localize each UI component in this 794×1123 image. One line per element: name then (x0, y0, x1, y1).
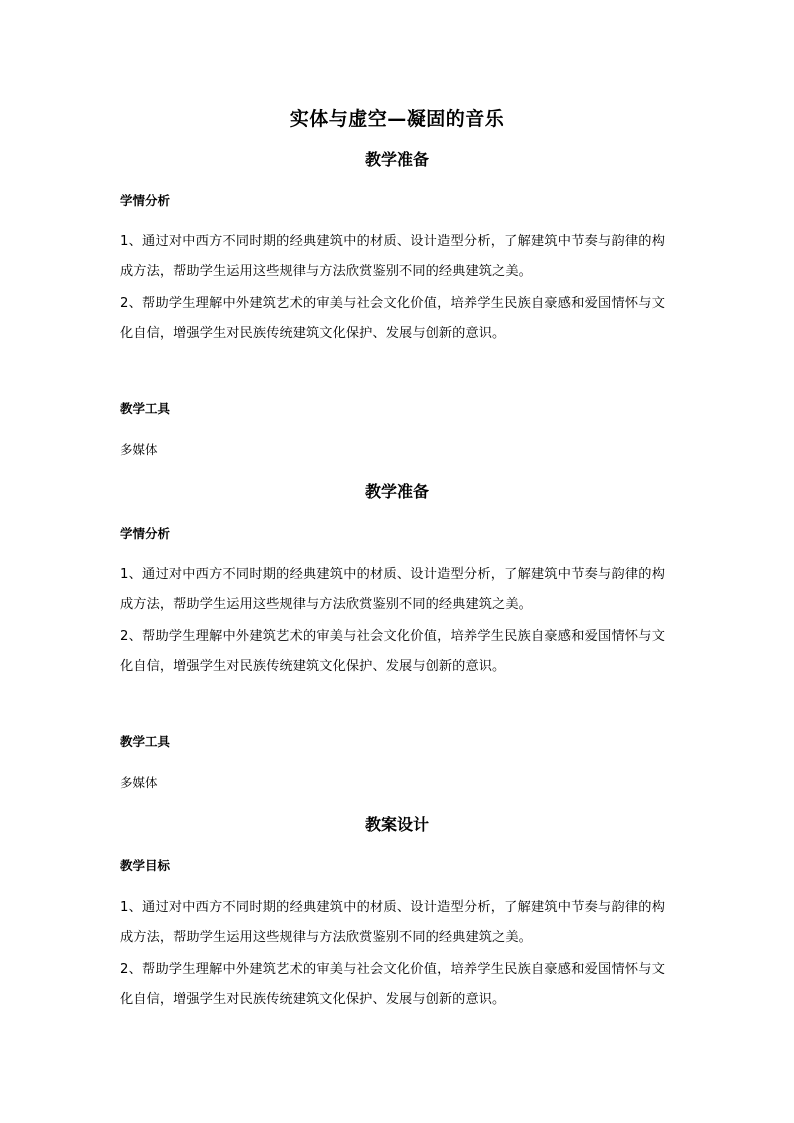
section-heading-preparation-2: 教学准备 (364, 482, 429, 501)
subheading-learning-analysis-2: 学情分析 (120, 526, 171, 541)
teaching-tools-value-2: 多媒体 (120, 775, 158, 790)
paragraph-point-1: 1、通过对中西方不同时期的经典建筑中的材质、设计造型分析，了解建筑中节奏与韵律的构成方法，帮助学生运用这些规律与方法欣赏鉴别不同的经典建筑之美。 (120, 900, 665, 945)
teaching-tools-value-1: 多媒体 (120, 442, 158, 457)
paragraph-point-1: 1、通过对中西方不同时期的经典建筑中的材质、设计造型分析，了解建筑中节奏与韵律的构成方法，帮助学生运用这些规律与方法欣赏鉴别不同的经典建筑之美。 (120, 567, 665, 612)
paragraph-point-2: 2、帮助学生理解中外建筑艺术的审美与社会文化价值，培养学生民族自豪感和爱国情怀与文化自信，增强学生对民族传统建筑文化保护、发展与创新的意识。 (120, 962, 665, 1007)
section-heading-preparation-1: 教学准备 (364, 150, 429, 169)
paragraph-point-1: 1、通过对中西方不同时期的经典建筑中的材质、设计造型分析，了解建筑中节奏与韵律的构成方法，帮助学生运用这些规律与方法欣赏鉴别不同的经典建筑之美。 (120, 234, 665, 279)
subheading-teaching-objectives: 教学目标 (120, 858, 171, 873)
paragraph-point-2: 2、帮助学生理解中外建筑艺术的审美与社会文化价值，培养学生民族自豪感和爱国情怀与文化自信，增强学生对民族传统建筑文化保护、发展与创新的意识。 (120, 629, 665, 674)
subheading-learning-analysis-1: 学情分析 (120, 193, 171, 208)
document-title: 实体与虚空—凝固的音乐 (289, 108, 505, 130)
section-heading-lesson-design: 教案设计 (364, 815, 429, 834)
paragraph-point-2: 2、帮助学生理解中外建筑艺术的审美与社会文化价值，培养学生民族自豪感和爱国情怀与文化自信，增强学生对民族传统建筑文化保护、发展与创新的意识。 (120, 296, 665, 341)
subheading-teaching-tools-1: 教学工具 (120, 401, 171, 416)
subheading-teaching-tools-2: 教学工具 (120, 734, 171, 749)
